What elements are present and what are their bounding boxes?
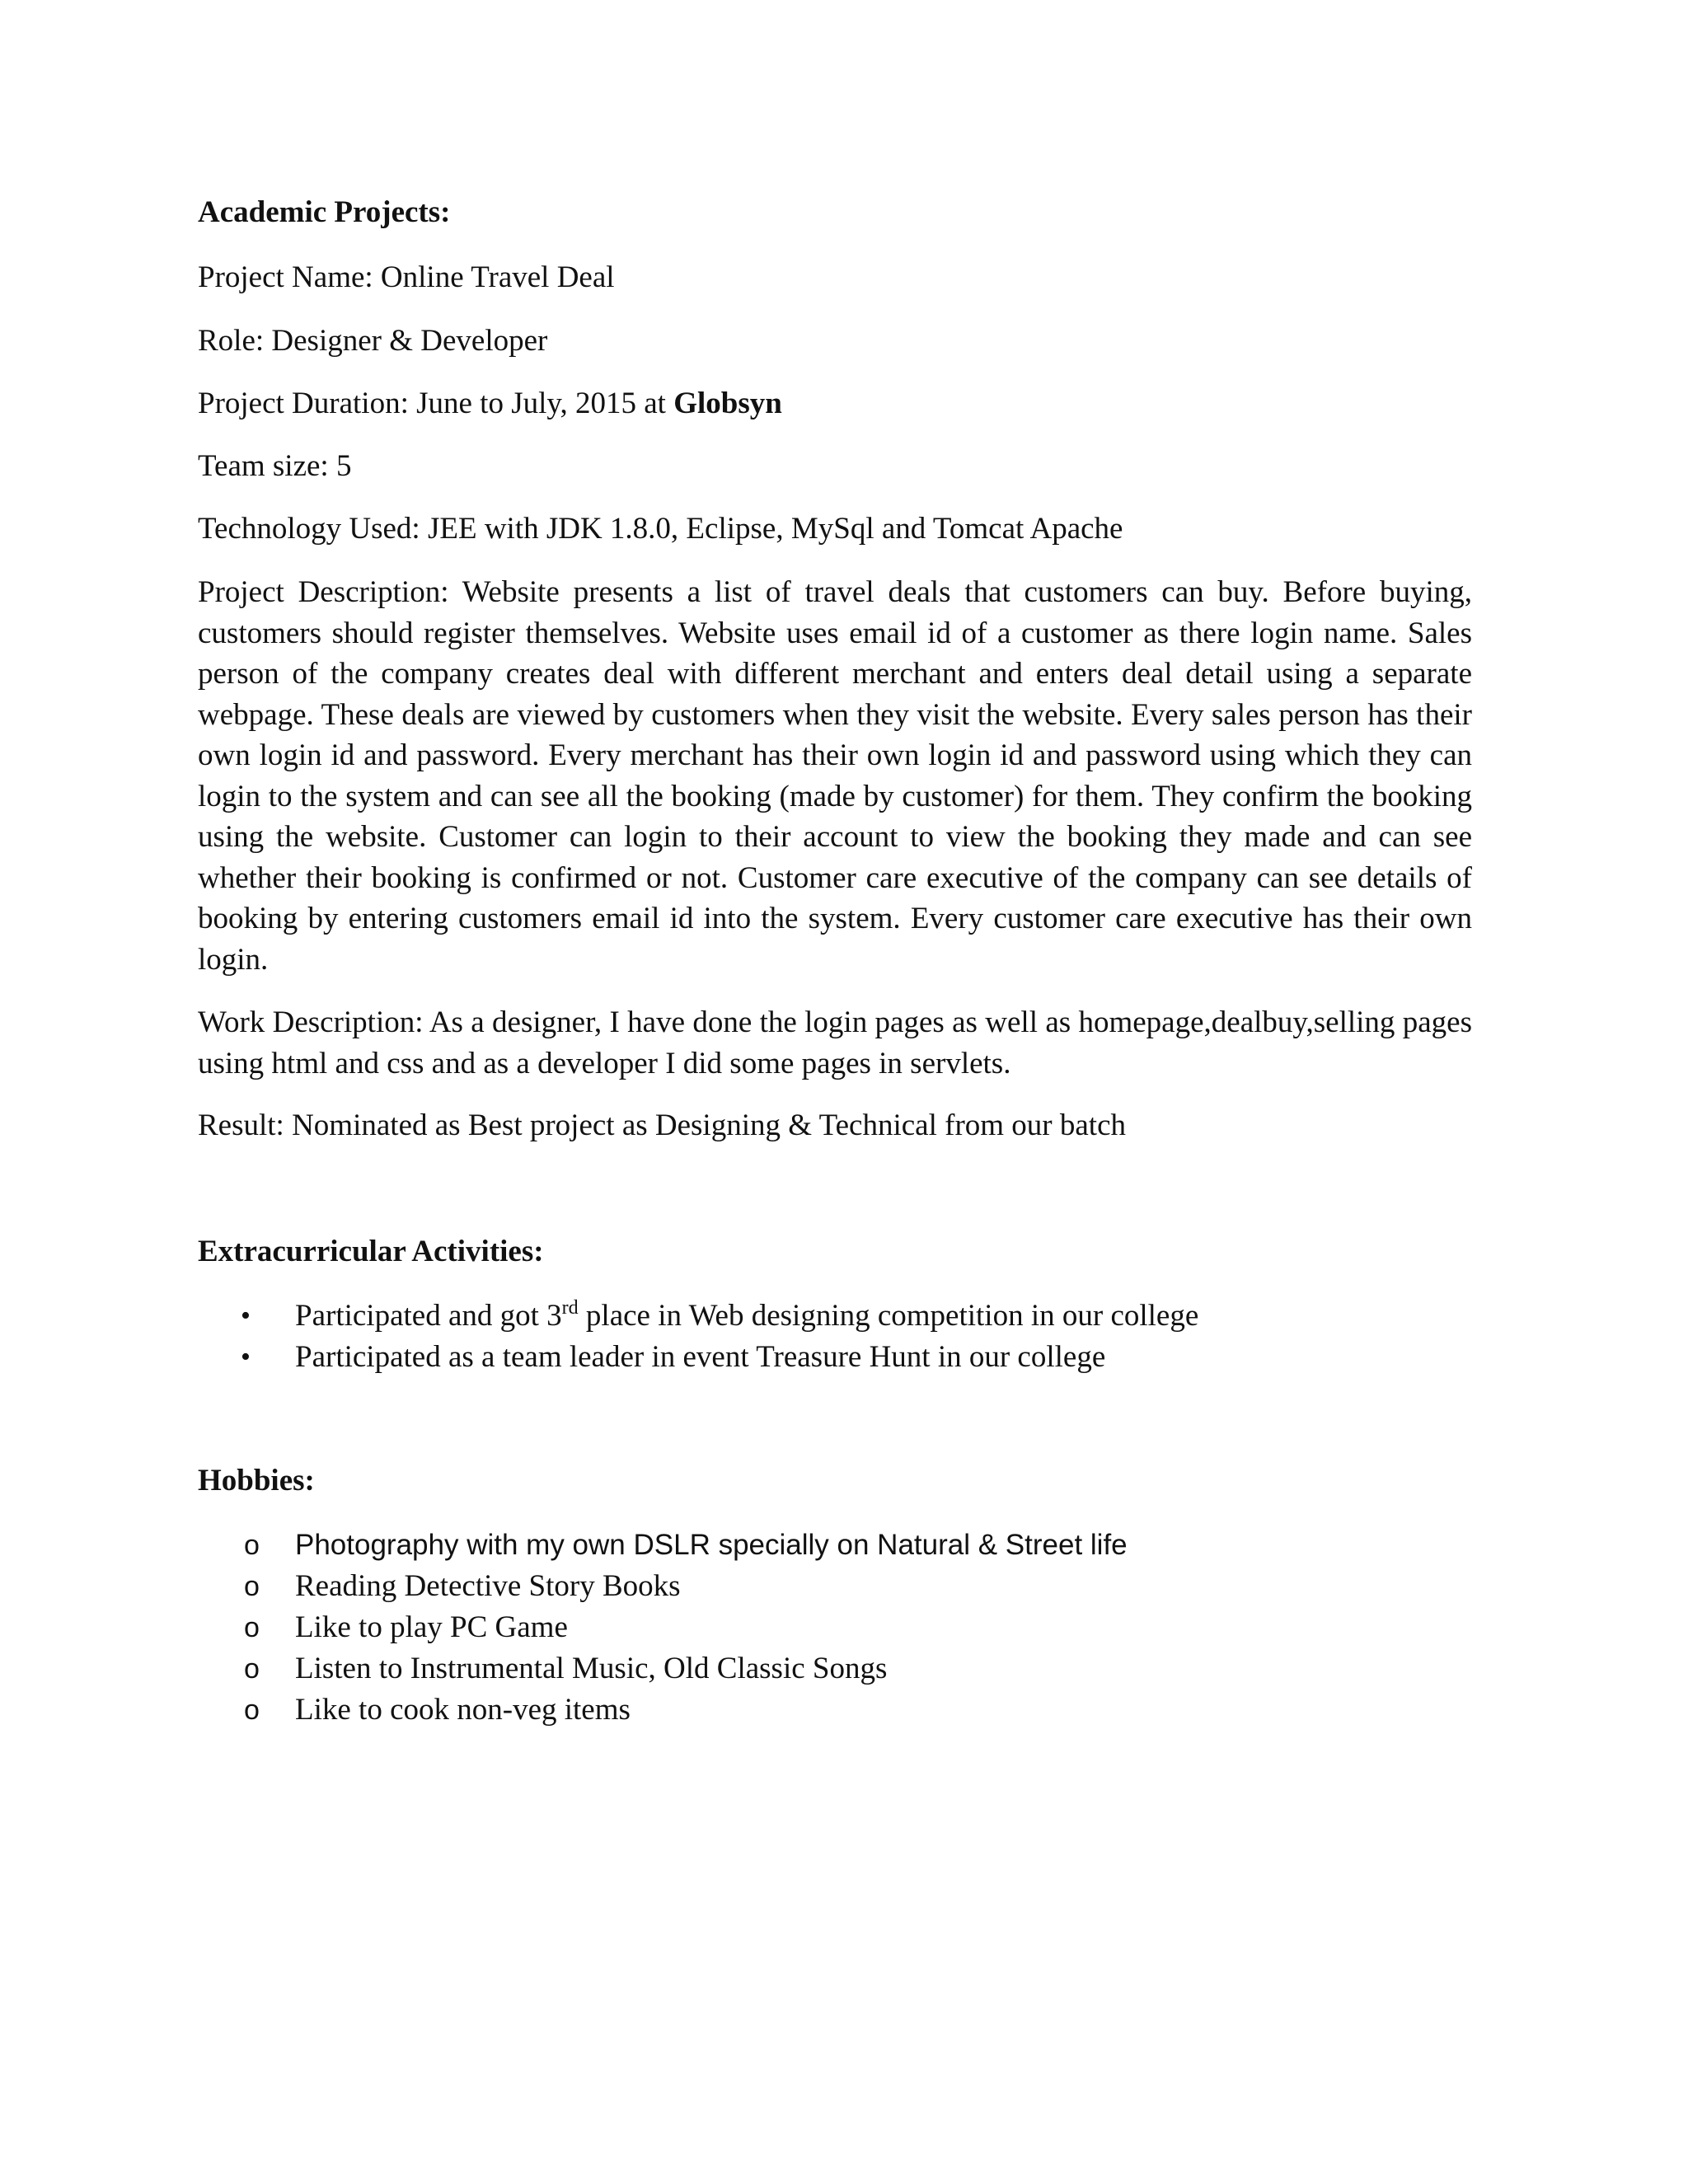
list-item-text: Participated and got 3 xyxy=(295,1299,562,1333)
resume-page xyxy=(198,0,1472,2184)
project-role: Role: Designer & Developer xyxy=(198,324,548,358)
team-size: Team size: 5 xyxy=(198,449,352,483)
list-item xyxy=(198,1525,1128,1566)
project-duration-text: Project Duration: June to July, 2015 at xyxy=(198,387,674,420)
list-item xyxy=(198,1648,1128,1690)
circle-bullet-icon: o xyxy=(244,1694,260,1726)
list-item-text: Like to cook non-veg items xyxy=(295,1693,631,1727)
project-duration xyxy=(198,386,782,422)
project-result: Result: Nominated as Best project as Designing & Technical from our batch xyxy=(198,1108,1126,1142)
hobbies-list xyxy=(198,1525,1128,1731)
list-item-text: Photography with my own DSLR specially on Natural & Street life xyxy=(295,1529,1128,1561)
project-organization: Globsyn xyxy=(673,387,782,420)
bullet-icon: • xyxy=(241,1301,251,1331)
list-item-text-rest: place in Web designing competition in our college xyxy=(578,1299,1199,1333)
technology-used: Technology Used: JEE with JDK 1.8.0, Eclipse, MySql and Tomcat Apache xyxy=(198,512,1123,546)
hobbies-heading: Hobbies: xyxy=(198,1464,315,1497)
ordinal-suffix: rd xyxy=(561,1297,579,1319)
list-item xyxy=(198,1566,1128,1607)
circle-bullet-icon: o xyxy=(244,1571,260,1602)
list-item-text: Participated as a team leader in event Treasure Hunt in our college xyxy=(295,1340,1106,1374)
extracurricular-list xyxy=(198,1296,1198,1378)
list-item-text: Like to play PC Game xyxy=(295,1610,568,1644)
circle-bullet-icon: o xyxy=(244,1612,260,1643)
list-item xyxy=(198,1690,1128,1731)
project-name: Project Name: Online Travel Deal xyxy=(198,260,615,294)
list-item xyxy=(198,1337,1198,1378)
list-item-text: Listen to Instrumental Music, Old Classic Songs xyxy=(295,1652,888,1685)
bullet-icon: • xyxy=(241,1342,251,1372)
list-item xyxy=(198,1607,1128,1648)
academic-projects-heading: Academic Projects: xyxy=(198,195,451,229)
project-description: Project Description: Website presents a list of travel deals that customers can buy. Before buying, customers should register themselves. Website uses email id of a customer as there login name. Sales person of the company creates deal with different merchant and enters deal detail using a separate webpage. These deals are viewed by customers when they visit the website. Every sales person has their own login id and password. Every merchant has their own login id and password using which they can login to the system and can see all the booking (made by customer) for them. They confirm the booking using the website. Customer can login to their account to view the booking they made and can see whether their booking is confirmed or not. Customer care executive of the company can see details of booking by entering customers email id into the system. Every customer care executive has their own login. xyxy=(198,575,1472,977)
circle-bullet-icon: o xyxy=(244,1530,260,1561)
list-item-text: Reading Detective Story Books xyxy=(295,1569,681,1603)
extracurricular-heading: Extracurricular Activities: xyxy=(198,1235,544,1268)
work-description: Work Description: As a designer, I have done the login pages as well as homepage,dealbuy,selling pages using html and css and as a developer I did some pages in servlets. xyxy=(198,1005,1472,1080)
list-item xyxy=(198,1296,1198,1337)
circle-bullet-icon: o xyxy=(244,1653,260,1685)
